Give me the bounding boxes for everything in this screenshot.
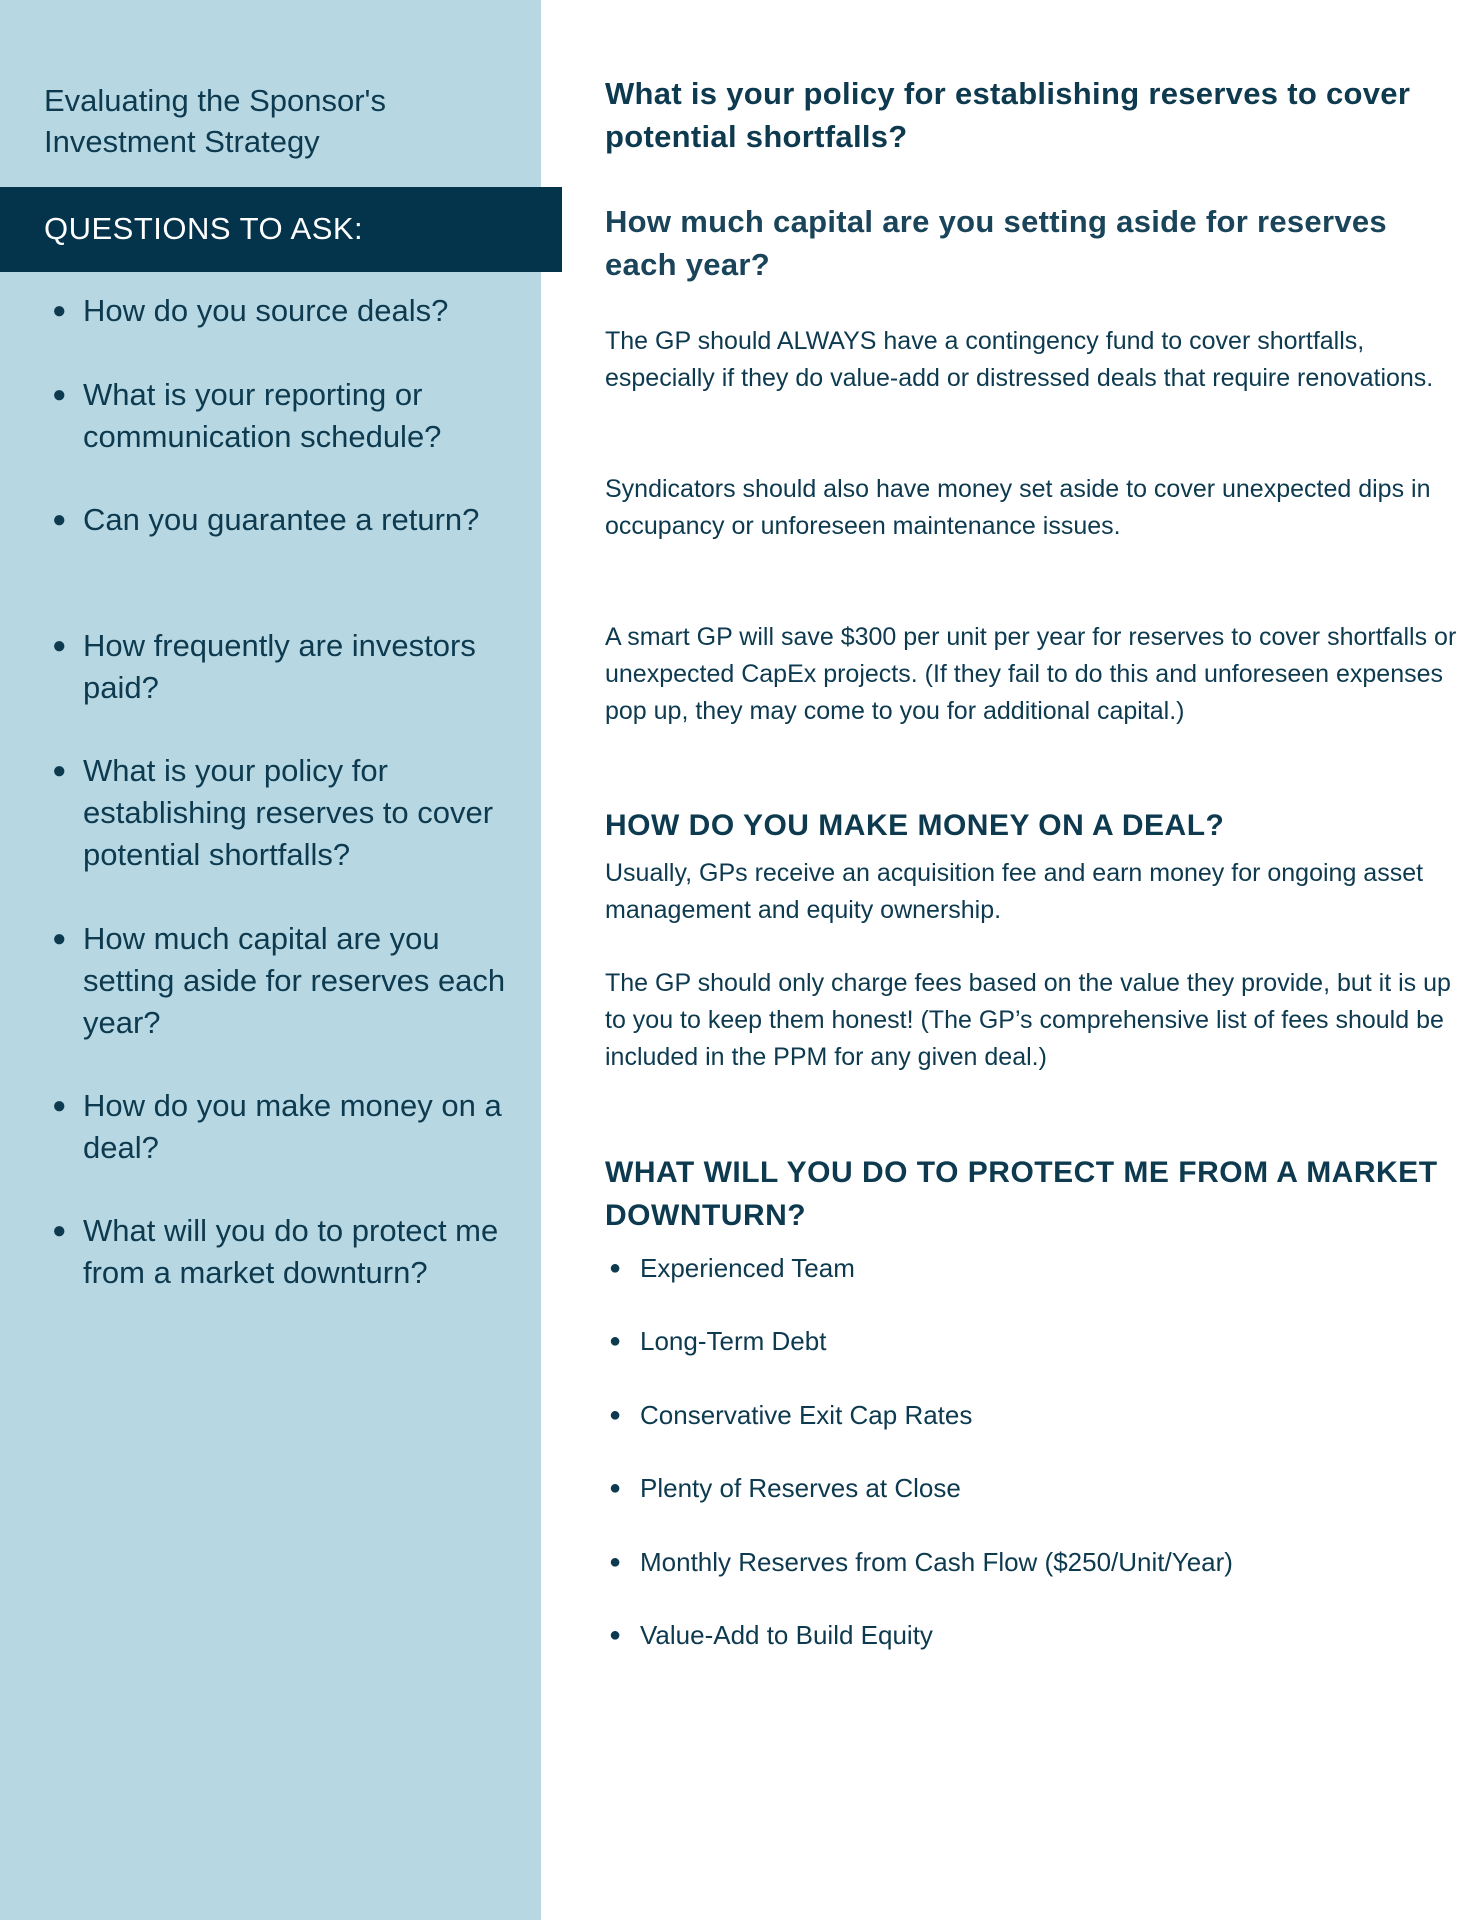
bullet-icon: ● <box>52 381 67 408</box>
bullet-icon: ● <box>609 1404 622 1426</box>
heading-make-money: HOW DO YOU MAKE MONEY ON A DEAL? <box>605 809 1225 842</box>
list-item <box>605 1544 1465 1584</box>
question-text: Can you guarantee a return? <box>83 502 480 537</box>
questions-banner-label: QUESTIONS TO ASK: <box>44 211 364 246</box>
question-text: How do you source deals? <box>83 293 449 328</box>
bullet-icon: ● <box>52 297 67 324</box>
downturn-item-text: Long-Term Debt <box>640 1326 827 1356</box>
question-text: What will you do to protect me from a market downturn? <box>83 1213 499 1290</box>
paragraph-syndicators: Syndicators should also have money set aside to cover unexpected dips in occupancy or unforeseen maintenance issues. <box>605 475 1431 540</box>
heading-capital-aside: How much capital are you setting aside for reserves each year? <box>605 204 1387 282</box>
bullet-icon: ● <box>609 1330 622 1352</box>
bullet-icon: ● <box>609 1257 622 1279</box>
list-item <box>605 1617 1465 1657</box>
list-item <box>605 1250 1465 1290</box>
heading-protect: WHAT WILL YOU DO TO PROTECT ME FROM A MARKET DOWNTURN? <box>605 1156 1438 1232</box>
questions-banner <box>0 187 562 272</box>
paragraph-honest: The GP should only charge fees based on the value they provide, but it is up to you to keep them honest! (The GP’s comprehensive list of fees should be included in the PPM for any given deal.) <box>605 969 1451 1071</box>
question-text: How much capital are you setting aside for reserves each year? <box>83 921 506 1040</box>
list-item <box>605 1323 1465 1363</box>
bullet-icon: ● <box>609 1624 622 1646</box>
downturn-item-text: Plenty of Reserves at Close <box>640 1473 961 1503</box>
bullet-icon: ● <box>52 1217 67 1244</box>
bullet-icon: ● <box>609 1551 622 1573</box>
downturn-item-text: Monthly Reserves from Cash Flow ($250/Unit/Year) <box>640 1547 1233 1577</box>
question-text: What is your reporting or communication schedule? <box>83 377 442 454</box>
bullet-icon: ● <box>52 506 67 533</box>
sidebar-title: Evaluating the Sponsor's Investment Strategy <box>44 83 386 159</box>
downturn-item-text: Conservative Exit Cap Rates <box>640 1400 973 1430</box>
heading-reserves-policy: What is your policy for establishing reserves to cover potential shortfalls? <box>605 76 1411 154</box>
bullet-icon: ● <box>609 1477 622 1499</box>
bullet-icon: ● <box>52 757 67 784</box>
downturn-item-text: Value-Add to Build Equity <box>640 1620 933 1650</box>
paragraph-fees: Usually, GPs receive an acquisition fee and earn money for ongoing asset management and equity ownership. <box>605 859 1424 924</box>
paragraph-contingency: The GP should ALWAYS have a contingency fund to cover shortfalls, especially if they do value-add or distressed deals that require renovations. <box>605 327 1434 392</box>
question-text: What is your policy for establishing reserves to cover potential shortfalls? <box>83 753 494 872</box>
list-item <box>605 1470 1465 1510</box>
question-text: How do you make money on a deal? <box>83 1088 502 1165</box>
question-text: How frequently are investors paid? <box>83 628 476 705</box>
downturn-item-text: Experienced Team <box>640 1253 855 1283</box>
bullet-icon: ● <box>52 1092 67 1119</box>
bullet-icon: ● <box>52 632 67 659</box>
bullet-icon: ● <box>52 925 67 952</box>
list-item <box>605 1397 1465 1437</box>
paragraph-smart-gp: A smart GP will save $300 per unit per year for reserves to cover shortfalls or unexpected CapEx projects. (If they fail to do this and unforeseen expenses pop up, they may come to you for additional capital.) <box>605 623 1457 725</box>
